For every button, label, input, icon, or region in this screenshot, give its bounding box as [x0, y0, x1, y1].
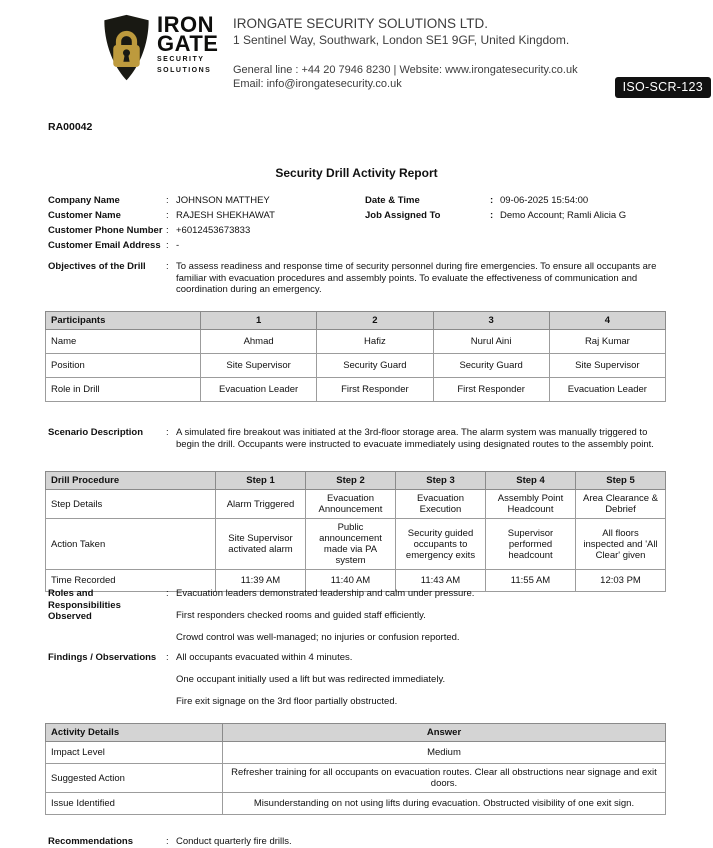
- section-label: Recommendations: [48, 836, 133, 847]
- table-header-cell: Step 3: [396, 472, 486, 490]
- table-header-cell: 1: [201, 312, 317, 330]
- section-text: To assess readiness and response time of security personnel during fire emergencies. To ensure all occupants are familiar with evacuation procedures and assembly points. To evaluate the effectiveness of communication and coordination during an emergency.: [176, 261, 657, 295]
- table-header-cell: Step 1: [216, 472, 306, 490]
- colon: :: [490, 210, 494, 221]
- table-row: [46, 519, 666, 570]
- field-label: Date & Time: [365, 195, 420, 206]
- table-header-cell: Participants: [46, 312, 201, 330]
- colon: :: [166, 427, 169, 438]
- table-cell: 11:40 AM: [306, 570, 396, 592]
- logo-word-solutions: SOLUTIONS: [157, 67, 212, 74]
- field-job-assigned: [365, 210, 675, 222]
- field-value: +6012453673833: [176, 225, 251, 236]
- letterhead-email-line: Email: info@irongatesecurity.co.uk: [233, 78, 402, 90]
- table-header-row: [46, 312, 666, 330]
- field-customer-email: [48, 240, 363, 252]
- letterhead-company-name: IRONGATE SECURITY SOLUTIONS LTD.: [233, 16, 489, 31]
- table-row: [46, 793, 666, 815]
- colon: :: [166, 261, 169, 272]
- table-cell: Refresher training for all occupants on evacuation routes. Clear all obstructions near signage and exit doors.: [223, 764, 666, 793]
- table-row: [46, 378, 666, 402]
- page-title: Security Drill Activity Report: [275, 166, 438, 180]
- table-header-cell: Answer: [223, 724, 666, 742]
- table-header-row: [46, 472, 666, 490]
- colon: :: [166, 225, 169, 236]
- shield-lock-icon: [100, 14, 153, 83]
- table-cell: All floors inspected and 'All Clear' given: [576, 519, 666, 570]
- table-header-cell: Step 4: [486, 472, 576, 490]
- table-header-row: [46, 724, 666, 742]
- table-cell: Issue Identified: [46, 793, 223, 815]
- document-number: RA00042: [48, 121, 93, 133]
- colon: :: [166, 652, 169, 663]
- table-cell: Ahmad: [201, 330, 317, 354]
- table-cell: Time Recorded: [46, 570, 216, 592]
- table-cell: Role in Drill: [46, 378, 201, 402]
- field-label: Company Name: [48, 195, 120, 206]
- field-label: Customer Email Address: [48, 240, 161, 251]
- letterhead: [233, 15, 578, 91]
- drill-procedure-table: [45, 471, 666, 592]
- field-value: Demo Account; Ramli Alicia G: [500, 210, 627, 221]
- table-cell: Site Supervisor: [201, 354, 317, 378]
- table-cell: Security guided occupants to emergency exits: [396, 519, 486, 570]
- section-label: Scenario Description: [48, 427, 144, 438]
- table-cell: Public announcement made via PA system: [306, 519, 396, 570]
- section-lines: [176, 588, 670, 644]
- section-line: All occupants evacuated within 4 minutes.: [176, 652, 353, 663]
- table-cell: Evacuation Leader: [549, 378, 665, 402]
- colon: :: [166, 195, 169, 206]
- table-row: [46, 742, 666, 764]
- logo-word-gate: GATE: [157, 31, 219, 56]
- field-customer-phone: [48, 225, 363, 237]
- section-label: Roles and Responsibilities Observed: [48, 588, 121, 622]
- table-cell: 11:43 AM: [396, 570, 486, 592]
- table-cell: Area Clearance & Debrief: [576, 490, 666, 519]
- table-cell: Supervisor performed headcount: [486, 519, 576, 570]
- table-header-cell: Step 5: [576, 472, 666, 490]
- section-text: A simulated fire breakout was initiated at the 3rd-floor storage area. The alarm system was manually triggered to begin the drill. Occupants were instructed to evacuate immediately using designated routes to the assembly point.: [176, 427, 654, 450]
- table-cell: Misunderstanding on not using lifts during evacuation. Obstructed visibility of one exit sign.: [223, 793, 666, 815]
- table-header-cell: 3: [433, 312, 549, 330]
- logo-word-security: SECURITY: [157, 56, 205, 63]
- table-cell: Raj Kumar: [549, 330, 665, 354]
- table-header-cell: 2: [317, 312, 433, 330]
- section-line: One occupant initially used a lift but was redirected immediately.: [176, 674, 446, 685]
- section-lines: [176, 836, 670, 848]
- field-label: Customer Phone Number: [48, 225, 163, 236]
- colon: :: [166, 240, 169, 251]
- table-row: [46, 764, 666, 793]
- section-label: Findings / Observations: [48, 652, 157, 663]
- table-header-cell: 4: [549, 312, 665, 330]
- field-value: 09-06-2025 15:54:00: [500, 195, 589, 206]
- section-line: Fire exit signage on the 3rd floor partially obstructed.: [176, 696, 398, 707]
- table-cell: Evacuation Leader: [201, 378, 317, 402]
- table-cell: 12:03 PM: [576, 570, 666, 592]
- section-objectives: [48, 261, 670, 296]
- table-cell: Hafiz: [317, 330, 433, 354]
- table-cell: 11:55 AM: [486, 570, 576, 592]
- colon: :: [166, 210, 169, 221]
- table-cell: First Responder: [433, 378, 549, 402]
- table-cell: Security Guard: [433, 354, 549, 378]
- section-label: Objectives of the Drill: [48, 261, 146, 272]
- table-cell: Medium: [223, 742, 666, 764]
- table-cell: Evacuation Announcement: [306, 490, 396, 519]
- table-header-cell: Drill Procedure: [46, 472, 216, 490]
- section-line: Evacuation leaders demonstrated leadership and calm under pressure.: [176, 588, 475, 599]
- table-cell: Step Details: [46, 490, 216, 519]
- field-value: RAJESH SHEKHAWAT: [176, 210, 275, 221]
- field-label: Customer Name: [48, 210, 121, 221]
- table-cell: Action Taken: [46, 519, 216, 570]
- field-value: -: [176, 240, 180, 251]
- table-cell: Site Supervisor: [549, 354, 665, 378]
- section-findings: [48, 652, 670, 708]
- section-line: First responders checked rooms and guided staff efficiently.: [176, 610, 426, 621]
- colon: :: [490, 195, 494, 206]
- table-cell: Name: [46, 330, 201, 354]
- field-label: Job Assigned To: [365, 210, 441, 221]
- table-cell: Alarm Triggered: [216, 490, 306, 519]
- section-scenario: [48, 427, 670, 450]
- colon: :: [166, 836, 169, 847]
- section-lines: [176, 652, 670, 708]
- section-line: Crowd control was well-managed; no injuries or confusion reported.: [176, 632, 460, 643]
- letterhead-contact-line: General line : +44 20 7946 8230 | Website: www.irongatesecurity.co.uk: [233, 64, 578, 76]
- table-cell: 11:39 AM: [216, 570, 306, 592]
- field-value: JOHNSON MATTHEY: [176, 195, 270, 206]
- table-cell: Security Guard: [317, 354, 433, 378]
- table-header-cell: Step 2: [306, 472, 396, 490]
- colon: :: [166, 588, 169, 599]
- section-line: Conduct quarterly fire drills.: [176, 836, 292, 847]
- field-company-name: [48, 195, 363, 207]
- table-cell: Site Supervisor activated alarm: [216, 519, 306, 570]
- field-date-time: [365, 195, 675, 207]
- participants-table: [45, 311, 666, 402]
- iso-badge: ISO-SCR-123: [615, 77, 711, 98]
- table-row: [46, 490, 666, 519]
- table-row: [46, 354, 666, 378]
- activity-details-table: [45, 723, 666, 815]
- table-cell: Impact Level: [46, 742, 223, 764]
- table-row: [46, 330, 666, 354]
- section-roles: [48, 588, 670, 644]
- table-cell: Evacuation Execution: [396, 490, 486, 519]
- table-cell: First Responder: [317, 378, 433, 402]
- field-customer-name: [48, 210, 363, 222]
- table-cell: Position: [46, 354, 201, 378]
- logo-word-iron: IRON: [157, 12, 214, 37]
- table-header-cell: Activity Details: [46, 724, 223, 742]
- section-recommendations: [48, 836, 670, 848]
- table-cell: Nurul Aini: [433, 330, 549, 354]
- table-cell: Assembly Point Headcount: [486, 490, 576, 519]
- letterhead-address: 1 Sentinel Way, Southwark, London SE1 9GF, United Kingdom.: [233, 33, 570, 47]
- table-cell: Suggested Action: [46, 764, 223, 793]
- logo-wordmark: [157, 12, 219, 75]
